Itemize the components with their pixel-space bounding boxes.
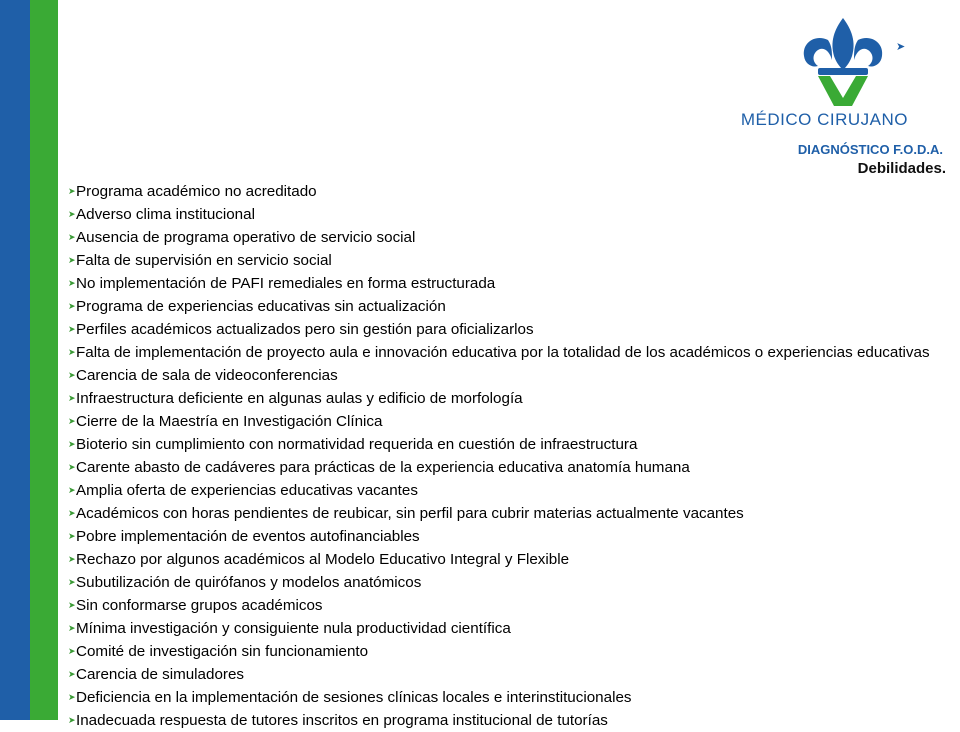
arrow-bullet-icon: ➤ <box>68 531 76 541</box>
list-item-text: No implementación de PAFI remediales en forma estructurada <box>76 275 496 292</box>
list-item-text: Comité de investigación sin funcionamiento <box>76 643 369 660</box>
list-item-text: Deficiencia en la implementación de sesiones clínicas locales e interinstitucionales <box>76 689 632 706</box>
left-blue-bar <box>0 0 30 720</box>
arrow-bullet-icon: ➤ <box>68 485 76 495</box>
list-item-text: Inadecuada respuesta de tutores inscritos en programa institucional de tutorías <box>76 712 608 729</box>
list-item <box>68 640 945 663</box>
arrow-bullet-icon: ➤ <box>68 186 76 196</box>
list-item-text: Subutilización de quirófanos y modelos anatómicos <box>76 574 422 591</box>
page-title: MÉDICO CIRUJANO <box>740 110 908 129</box>
list-item <box>68 410 945 433</box>
list-item <box>68 709 945 732</box>
list-item-text: Perfiles académicos actualizados pero sin gestión para oficializarlos <box>76 321 534 338</box>
list-item <box>68 387 945 410</box>
arrow-bullet-icon: ➤ <box>68 508 76 518</box>
arrow-bullet-icon: ➤ <box>68 301 76 311</box>
list-item-text: Académicos con horas pendientes de reubicar, sin perfil para cubrir materias actualmente vacantes <box>76 505 744 522</box>
list-item-text: Adverso clima institucional <box>76 206 255 223</box>
arrow-bullet-icon: ➤ <box>68 669 76 679</box>
arrow-bullet-icon: ➤ <box>68 462 76 472</box>
arrow-bullet-icon: ➤ <box>68 554 76 564</box>
list-item-text: Pobre implementación de eventos autofinanciables <box>76 528 420 545</box>
list-item-text: Mínima investigación y consiguiente nula productividad científica <box>76 620 511 637</box>
arrow-bullet-icon: ➤ <box>68 416 76 426</box>
list-item-text: Carencia de sala de videoconferencias <box>76 367 338 384</box>
list-item <box>68 295 945 318</box>
list-item <box>68 502 945 525</box>
arrow-bullet-icon: ➤ <box>68 646 76 656</box>
arrow-bullet-icon: ➤ <box>68 324 76 334</box>
list-item-text: Ausencia de programa operativo de servicio social <box>76 229 416 246</box>
fleur-de-lis-icon <box>798 16 888 108</box>
list-item <box>68 341 945 364</box>
list-item-text: Carencia de simuladores <box>76 666 244 683</box>
arrow-bullet-icon: ➤ <box>68 715 76 725</box>
list-item-text: Falta de implementación de proyecto aula e innovación educativa por la totalidad de los académicos o experiencias educativas <box>76 344 930 361</box>
list-item <box>68 617 945 640</box>
list-item-text: Falta de supervisión en servicio social <box>76 252 332 269</box>
list-item <box>68 525 945 548</box>
list-item <box>68 433 945 456</box>
arrow-bullet-icon: ➤ <box>68 393 76 403</box>
list-item-text: Programa académico no acreditado <box>76 183 317 200</box>
arrow-bullet-icon: ➤ <box>68 232 76 242</box>
arrow-bullet-icon: ➤ <box>68 600 76 610</box>
university-logo <box>798 16 888 108</box>
list-item <box>68 203 945 226</box>
list-item-text: Infraestructura deficiente en algunas aulas y edificio de morfología <box>76 390 523 407</box>
list-item <box>68 456 945 479</box>
list-item-text: Amplia oferta de experiencias educativas vacantes <box>76 482 418 499</box>
arrow-bullet-icon: ➤ <box>68 370 76 380</box>
list-item-text: Sin conformarse grupos académicos <box>76 597 323 614</box>
arrow-bullet-icon: ➤ <box>68 439 76 449</box>
list-item <box>68 548 945 571</box>
list-item <box>68 571 945 594</box>
list-item <box>68 226 945 249</box>
list-item <box>68 272 945 295</box>
arrow-bullet-icon: ➤ <box>68 347 76 357</box>
list-item-text: Programa de experiencias educativas sin actualización <box>76 298 446 315</box>
arrow-bullet-icon: ➤ <box>68 209 76 219</box>
arrow-bullet-icon: ➤ <box>68 623 76 633</box>
list-item <box>68 663 945 686</box>
list-item <box>68 249 945 272</box>
page-subtitle: DIAGNÓSTICO F.O.D.A. <box>797 142 943 157</box>
list-item <box>68 594 945 617</box>
list-item <box>68 180 945 203</box>
section-heading: Debilidades. <box>857 160 946 177</box>
list-item-text: Bioterio sin cumplimiento con normatividad requerida en cuestión de infraestructura <box>76 436 638 453</box>
arrow-bullet-icon: ➤ <box>68 278 76 288</box>
list-item-text: Carente abasto de cadáveres para prácticas de la experiencia educativa anatomía humana <box>76 459 690 476</box>
left-green-bar <box>30 0 58 720</box>
list-item <box>68 364 945 387</box>
arrow-bullet-icon: ➤ <box>896 41 906 53</box>
arrow-bullet-icon: ➤ <box>68 692 76 702</box>
list-item <box>68 318 945 341</box>
weakness-list <box>68 180 945 732</box>
arrow-bullet-icon: ➤ <box>68 255 76 265</box>
list-item <box>68 479 945 502</box>
list-item-text: Rechazo por algunos académicos al Modelo Educativo Integral y Flexible <box>76 551 570 568</box>
list-item <box>68 686 945 709</box>
list-item-text: Cierre de la Maestría en Investigación Clínica <box>76 413 383 430</box>
arrow-bullet-icon: ➤ <box>68 577 76 587</box>
